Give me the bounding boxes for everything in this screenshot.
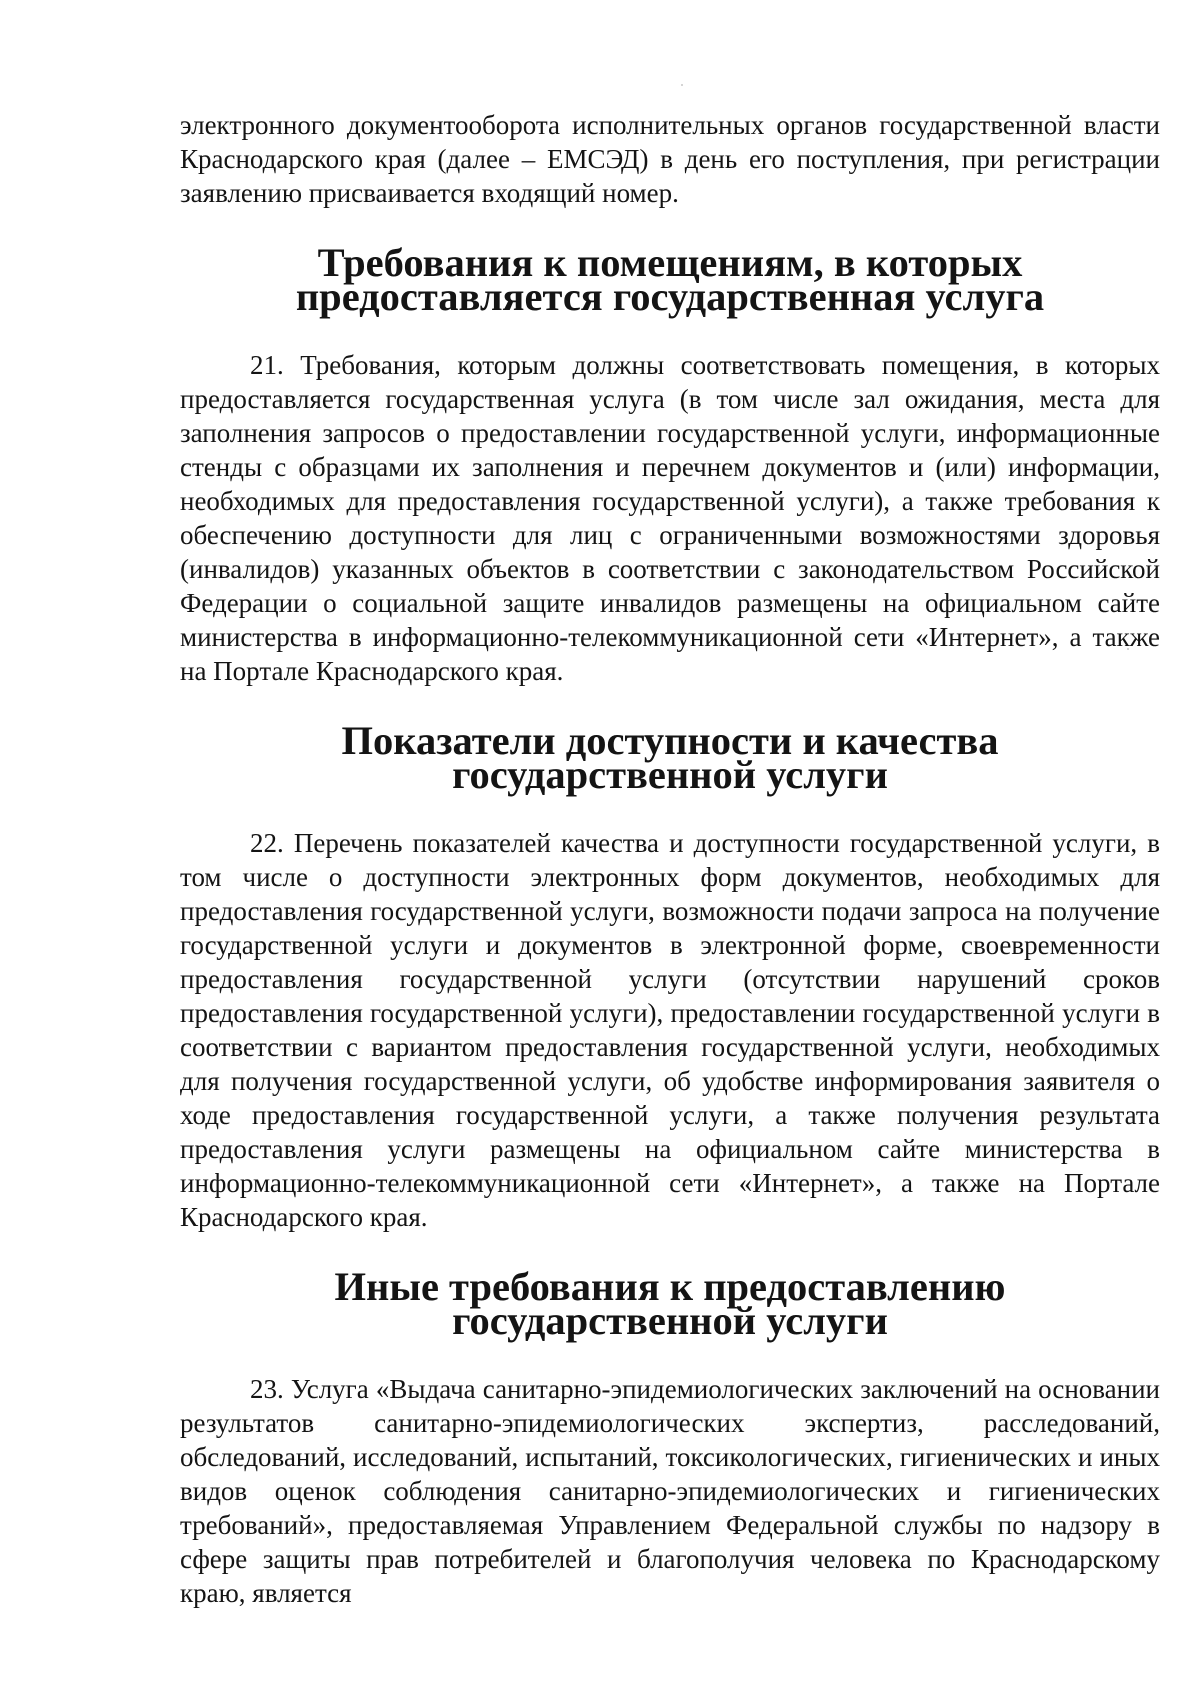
paragraph-23: 23. Услуга «Выдача санитарно-эпидемиологических заключений на основании результатов санитарно-эпидемиологических экспертиз, расследований, обследований, исследований, испытаний, токсикологических, гигиенических и иных видов оценок соблюдения санитарно-эпидемиологических и гигиенических требований», предоставляемая Управлением Федеральной службы по надзору в сфере защиты прав потребителей и благополучия человека по Краснодарскому краю, является: [180, 1374, 1160, 1608]
section-heading-premises: [180, 240, 1160, 319]
scan-speck: [681, 84, 683, 86]
heading-line: Требования к помещениям, в которых: [317, 240, 1023, 285]
paragraph-22: 22. Перечень показателей качества и доступности государственной услуги, в том числе о доступности электронных форм документов, необходимых для предоставления государственной услуги, возможности подачи запроса на получение государственной услуги и документов в электронной форме, своевременности предоставления государственной услуги (отсутствии нарушений сроков предоставления государственной услуги), предоставлении государственной услуги в соответствии с вариантом предоставления государственной услуги, необходимых для получения государственной услуги, об удобстве информирования заявителя о ходе предоставления государственной услуги, а также получения результата предоставления услуги размещены на официальном сайте министерства в информационно-телекоммуникационной сети «Интернет», а также на Портале Краснодарского края.: [180, 828, 1160, 1232]
heading-line: государственной услуги: [452, 1298, 888, 1343]
heading-line: Показатели доступности и качества: [341, 718, 999, 763]
section-heading-quality-indicators: [180, 718, 1160, 797]
heading-line: государственной услуги: [452, 752, 888, 797]
section-heading-other-requirements: [180, 1264, 1160, 1343]
heading-line: Иные требования к предоставлению: [334, 1264, 1006, 1309]
intro-paragraph: электронного документооборота исполнительных органов государственной власти Краснодарского края (далее – ЕМСЭД) в день его поступления, при регистрации заявлению присваивается входящий номер.: [180, 110, 1160, 208]
paragraph-21: 21. Требования, которым должны соответствовать помещения, в которых предоставляется государственная услуга (в том числе зал ожидания, места для заполнения запросов о предоставлении государственной услуги, информационные стенды с образцами их заполнения и перечнем документов и (или) информации, необходимых для предоставления государственной услуги), а также требования к обеспечению доступности для лиц с ограниченными возможностями здоровья (инвалидов) указанных объектов в соответствии с законодательством Российской Федерации о социальной защите инвалидов размещены на официальном сайте министерства в информационно-телекоммуникационной сети «Интернет», а также на Портале Краснодарского края.: [180, 350, 1160, 686]
document-body: [180, 108, 1160, 1610]
heading-line: предоставляется государственная услуга: [295, 274, 1045, 319]
